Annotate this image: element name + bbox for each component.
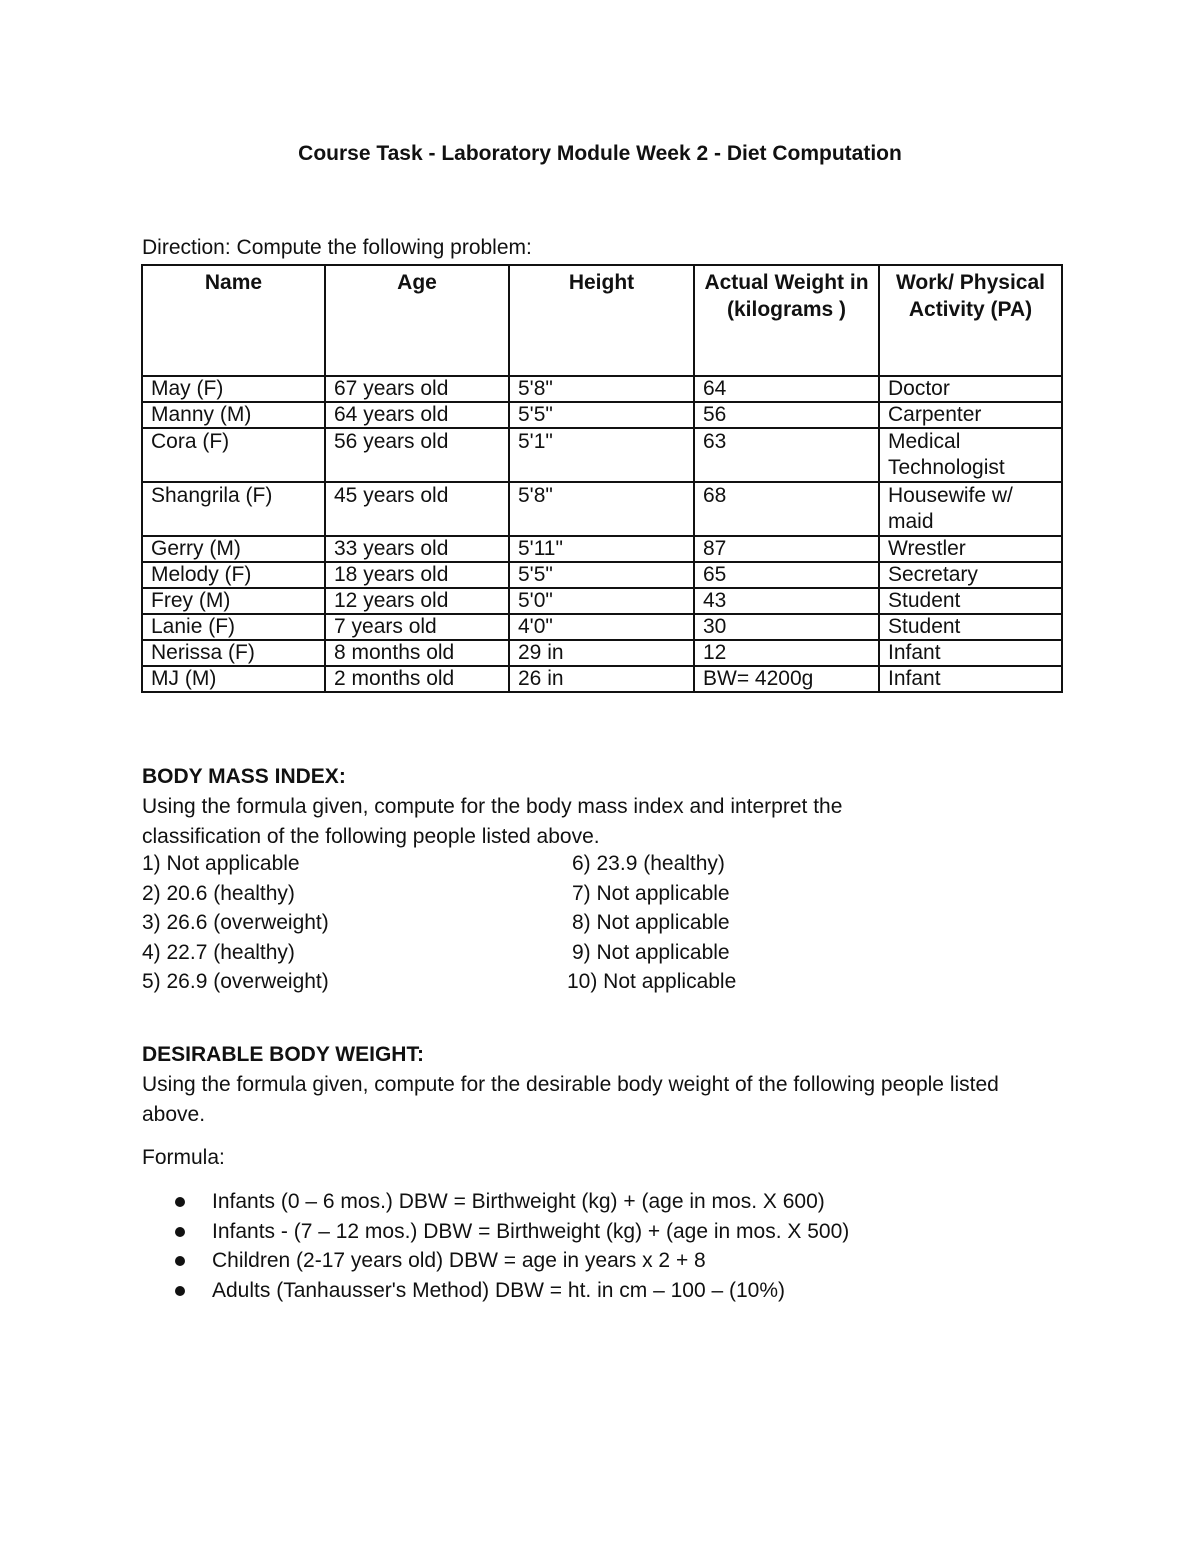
cell-activity: Medical Technologist (879, 428, 1062, 482)
cell-name: MJ (M) (142, 666, 325, 692)
bullet-icon (175, 1256, 185, 1266)
table-row (142, 614, 1062, 640)
table-row (142, 588, 1062, 614)
cell-name: Shangrila (F) (142, 482, 325, 536)
cell-height: 26 in (509, 666, 694, 692)
cell-age: 2 months old (325, 666, 509, 692)
patient-table (141, 264, 1063, 693)
cell-age: 56 years old (325, 428, 509, 482)
table-row (142, 376, 1062, 402)
cell-height: 5'8" (509, 376, 694, 402)
table-row (142, 666, 1062, 692)
dbw-section (142, 1040, 1052, 1130)
cell-name: Melody (F) (142, 562, 325, 588)
cell-activity: Infant (879, 666, 1062, 692)
cell-weight: 30 (694, 614, 879, 640)
cell-age: 67 years old (325, 376, 509, 402)
cell-activity: Student (879, 588, 1062, 614)
formula-list (175, 1187, 849, 1305)
document-title: Course Task - Laboratory Module Week 2 - Diet Computation (298, 142, 902, 165)
bullet-icon (175, 1227, 185, 1237)
cell-height: 5'0" (509, 588, 694, 614)
formula-label: Formula: (142, 1146, 225, 1169)
table-row (142, 402, 1062, 428)
dbw-heading: DESIRABLE BODY WEIGHT: (142, 1043, 424, 1066)
list-item (175, 1276, 849, 1306)
cell-height: 5'5" (509, 562, 694, 588)
cell-name: Gerry (M) (142, 536, 325, 562)
cell-weight: 12 (694, 640, 879, 666)
table-row (142, 640, 1062, 666)
cell-name: Cora (F) (142, 428, 325, 482)
formula-text: Infants - (7 – 12 mos.) DBW = Birthweight (kg) + (age in mos. X 500) (212, 1219, 850, 1243)
cell-activity: Housewife w/ maid (879, 482, 1062, 536)
cell-height: 29 in (509, 640, 694, 666)
header-weight: Actual Weight in (kilograms ) (694, 265, 879, 376)
bullet-icon (175, 1197, 185, 1207)
header-age: Age (325, 265, 509, 376)
cell-activity: Doctor (879, 376, 1062, 402)
cell-weight: 64 (694, 376, 879, 402)
list-item: 6) 23.9 (healthy) (572, 852, 725, 875)
formula-text: Children (2-17 years old) DBW = age in years x 2 + 8 (212, 1249, 706, 1272)
cell-weight: 56 (694, 402, 879, 428)
header-name: Name (142, 265, 325, 376)
cell-height: 5'1" (509, 428, 694, 482)
list-item: 4) 22.7 (healthy) (142, 940, 295, 964)
bullet-icon (175, 1286, 185, 1296)
cell-name: Frey (M) (142, 588, 325, 614)
cell-height: 5'5" (509, 402, 694, 428)
cell-activity: Student (879, 614, 1062, 640)
header-activity: Work/ Physical Activity (PA) (879, 265, 1062, 376)
cell-name: Lanie (F) (142, 614, 325, 640)
cell-weight: 65 (694, 562, 879, 588)
bmi-heading: BODY MASS INDEX: (142, 765, 346, 788)
table-row (142, 428, 1062, 482)
bmi-instructions: Using the formula given, compute for the body mass index and interpret the classification of the following people listed above. (142, 795, 843, 848)
list-item: 1) Not applicable (142, 852, 300, 875)
cell-activity: Infant (879, 640, 1062, 666)
list-item: 8) Not applicable (572, 911, 730, 934)
table-row (142, 536, 1062, 562)
cell-age: 33 years old (325, 536, 509, 562)
header-height: Height (509, 265, 694, 376)
cell-weight: BW= 4200g (694, 666, 879, 692)
list-item: 10) Not applicable (567, 970, 737, 993)
cell-activity: Carpenter (879, 402, 1062, 428)
bmi-section (142, 762, 942, 852)
cell-height: 5'11" (509, 536, 694, 562)
cell-age: 45 years old (325, 482, 509, 536)
cell-weight: 68 (694, 482, 879, 536)
formula-text: Infants (0 – 6 mos.) DBW = Birthweight (kg) + (age in mos. X 600) (212, 1190, 825, 1213)
cell-age: 12 years old (325, 588, 509, 614)
cell-height: 5'8" (509, 482, 694, 536)
table-header-row (142, 265, 1062, 376)
list-item: 7) Not applicable (572, 881, 730, 905)
dbw-instructions: Using the formula given, compute for the desirable body weight of the following people listed above. (142, 1073, 999, 1126)
table-row (142, 562, 1062, 588)
list-item (175, 1217, 849, 1247)
cell-age: 64 years old (325, 402, 509, 428)
bmi-answers-right (567, 849, 737, 997)
cell-name: Nerissa (F) (142, 640, 325, 666)
table-row (142, 482, 1062, 536)
cell-weight: 43 (694, 588, 879, 614)
formula-text: Adults (Tanhausser's Method) DBW = ht. in cm – 100 – (10%) (212, 1278, 786, 1302)
cell-weight: 87 (694, 536, 879, 562)
cell-age: 7 years old (325, 614, 509, 640)
list-item (175, 1246, 849, 1276)
cell-age: 8 months old (325, 640, 509, 666)
list-item: 9) Not applicable (572, 940, 730, 964)
direction-text: Direction: Compute the following problem: (142, 236, 532, 259)
cell-name: Manny (M) (142, 402, 325, 428)
list-item (175, 1187, 849, 1217)
cell-activity: Wrestler (879, 536, 1062, 562)
cell-age: 18 years old (325, 562, 509, 588)
cell-name: May (F) (142, 376, 325, 402)
cell-weight: 63 (694, 428, 879, 482)
cell-height: 4'0" (509, 614, 694, 640)
list-item: 2) 20.6 (healthy) (142, 881, 295, 905)
cell-activity: Secretary (879, 562, 1062, 588)
bmi-answers-left (142, 849, 329, 997)
list-item: 3) 26.6 (overweight) (142, 911, 329, 934)
list-item: 5) 26.9 (overweight) (142, 970, 329, 993)
